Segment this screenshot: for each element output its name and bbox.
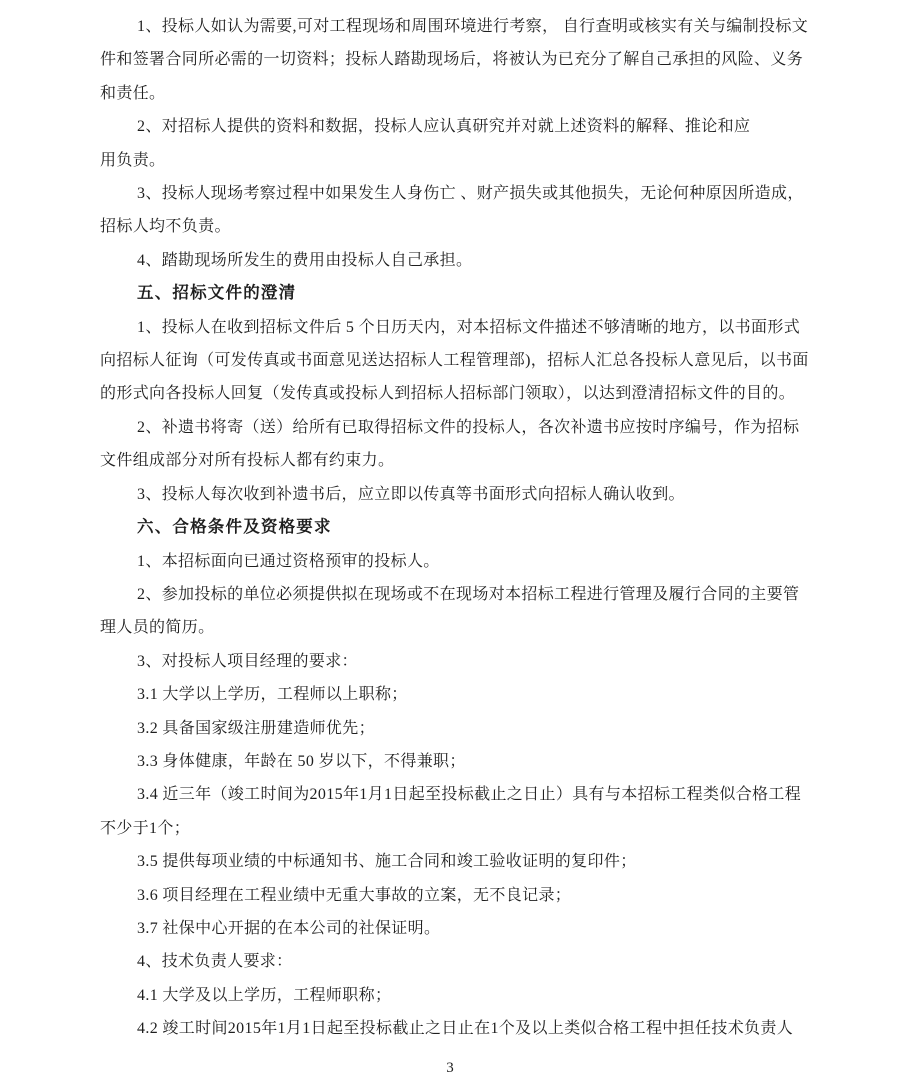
paragraph-line: 向招标人征询（可发传真或书面意见送达招标人工程管理部)，招标人汇总各投标人意见后，以书面: [100, 352, 809, 370]
section-heading: 五、招标文件的澄清: [137, 284, 297, 303]
paragraph-line: 理人员的简历。: [100, 619, 215, 637]
paragraph-line: 2、对招标人提供的资料和数据，投标人应认真研究并对就上述资料的解释、推论和应: [137, 118, 751, 136]
paragraph-line: 2、参加投标的单位必须提供拟在现场或不在现场对本招标工程进行管理及履行合同的主要管: [137, 585, 800, 603]
paragraph-line: 3.7 社保中心开据的在本公司的社保证明。: [137, 919, 441, 937]
paragraph-line: 3.1 大学以上学历，工程师以上职称；: [137, 686, 408, 704]
paragraph-line: 3.4 近三年（竣工时间为2015年1月1日起至投标截止之日止）具有与本招标工程类似合格工程: [137, 786, 802, 804]
section-heading: 六、合格条件及资格要求: [137, 518, 332, 537]
paragraph-line: 3.5 提供每项业绩的中标通知书、施工合同和竣工验收证明的复印件；: [137, 853, 637, 871]
paragraph-line: 1、本招标面向已通过资格预审的投标人。: [137, 552, 440, 570]
paragraph-line: 4、技术负责人要求：: [137, 953, 293, 971]
paragraph-line: 件和签署合同所必需的一切资料；投标人踏勘现场后，将被认为已充分了解自己承担的风险、义务: [100, 51, 804, 69]
paragraph-line: 4.1 大学及以上学历，工程师职称；: [137, 986, 392, 1004]
paragraph-line: 3、对投标人项目经理的要求：: [137, 652, 358, 670]
paragraph-line: 3.2 具备国家级注册建造师优先；: [137, 719, 375, 737]
document-body: [100, 10, 809, 1046]
paragraph-line: 4.2 竣工时间2015年1月1日起至投标截止之日止在1个及以上类似合格工程中担任技术负责人: [137, 1020, 794, 1038]
paragraph-line: 4、踏勘现场所发生的费用由投标人自己承担。: [137, 251, 473, 269]
paragraph-line: 3、投标人每次收到补遗书后，应立即以传真等书面形式向招标人确认收到。: [137, 485, 685, 503]
paragraph-line: 和责任。: [100, 84, 166, 102]
paragraph-line: 2、补遗书将寄（送）给所有已取得招标文件的投标人，各次补遗书应按时序编号，作为招标: [137, 418, 800, 436]
paragraph-line: 用负责。: [100, 151, 166, 169]
paragraph-line: 3.6 项目经理在工程业绩中无重大事故的立案，无不良记录；: [137, 886, 572, 904]
page-number: 3: [446, 1060, 454, 1076]
paragraph-line: 1、投标人在收到招标文件后 5 个日历天内，对本招标文件描述不够清晰的地方，以书面形式: [137, 318, 801, 336]
paragraph-line: 的形式向各投标人回复（发传真或投标人到招标人招标部门领取），以达到澄清招标文件的目的。: [100, 385, 796, 403]
paragraph-line: 文件组成部分对所有投标人都有约束力。: [100, 452, 395, 470]
paragraph-line: 招标人均不负责。: [100, 218, 231, 236]
paragraph-line: 3.3 身体健康，年龄在 50 岁以下，不得兼职；: [137, 752, 466, 770]
paragraph-line: 3、投标人现场考察过程中如果发生人身伤亡 、财产损失或其他损失，无论何种原因所造成，: [137, 185, 804, 203]
paragraph-line: 1、投标人如认为需要,可对工程现场和周围环境进行考察， 自行查明或核实有关与编制投标文: [137, 18, 809, 35]
paragraph-line: 不少于1个；: [100, 819, 191, 837]
